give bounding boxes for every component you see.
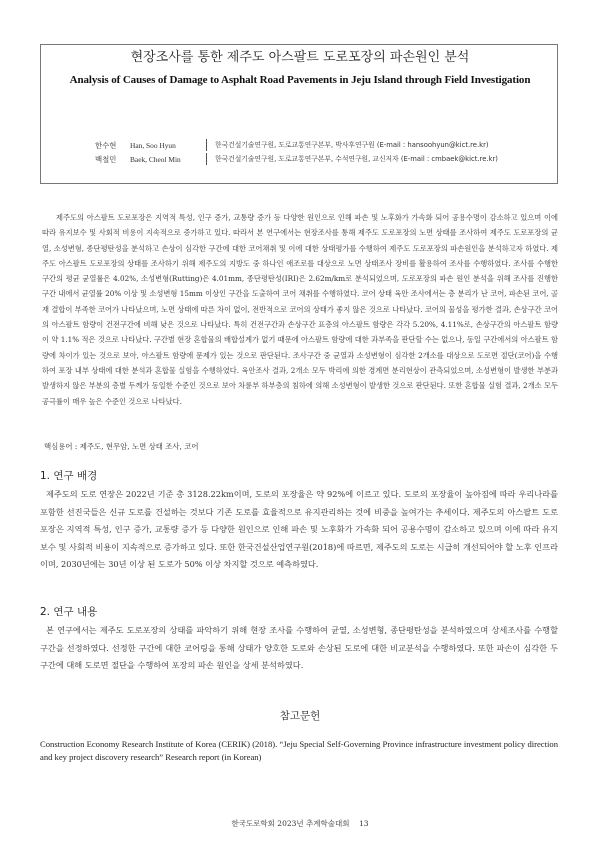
author-affiliation: 한국건설기술연구원, 도로교통연구본부, 수석연구원, 교신저자 (E-mail : cmbaek@kict.re.kr) [215,154,498,163]
author-name-english: Han, Soo Hyun [130,140,176,150]
section-heading-background: 1. 연구 배경 [40,470,98,482]
section-background-text [40,486,558,574]
author-divider [206,139,207,151]
abstract [42,210,558,409]
author-name-korean: 한수현 [95,140,117,150]
section-heading-content: 2. 연구 내용 [40,606,98,618]
author-name-korean: 백철민 [95,154,117,164]
author-list [95,138,498,166]
paper-title-korean: 현장조사를 통한 제주도 아스팔트 도로포장의 파손원인 분석 [130,50,470,65]
references-heading: 참고문헌 [279,710,321,722]
reference-entry: Construction Economy Research Institute of Korea (CERIK) (2018). “Jeju Special Self-Governing Province infrastructure investment policy direction and key project discovery research” Research report (in Korean) [40,739,558,762]
paragraph: 제주도의 도로 연장은 2022년 기준 총 3128.22km이며, 도로의 포장율은 약 92%에 이르고 있다. 도로의 포장율이 높아짐에 따라 우리나라를 포함한 선진국들은 신규 도로를 건설하는 것보다 기존 도로를 효율적으로 유지관리하는 것에 비중을 높여가는 추세이다. 제주도의 아스팔트 도로포장은 지역적 특성, 인구 증가, 교통량 증가 등 다양한 원인으로 인해 파손 및 노후화가 가속화 되어 공용수명이 감소하고 있으며 이에 따라 유지보수 및 사회적 비용이 지속적으로 증가하고 있다. 또한 한국건설산업연구원(2018)에 따르면, 제주도의 도로는 시급히 개선되어야 할 노후 인프라이며, 2030년에는 30년 이상 된 도로가 50% 이상 차지할 것으로 예측하였다. [40,489,558,569]
paper-title-english: Analysis of Causes of Damage to Asphalt Road Pavements in Jeju Island through Field Investigation [69,74,531,86]
section-content-text [40,622,558,675]
abstract-text: 제주도의 아스팔트 도로포장은 지역적 특성, 인구 증가, 교통량 증가 등 다양한 원인으로 인해 파손 및 노후화가 가속화 되어 공용수명이 감소하고 있으며 이에 따라 유지보수 및 사회적 비용이 지속적으로 증가하고 있다. 따라서 본 연구에서는 현장조사를 통해 제주도 도로포장의 노면 상태를 조사하여 제주도 도로포장의 균열, 소성변형, 종단평탄성을 분석하고 손상이 심각한 구간에 대한 코어채취 및 이에 대한 상태평가를 수행하여 제주도 도로포장의 파손원인을 분석하고자 하였다. 제주도 아스팔트 도로포장의 상태를 조사하기 위해 제주도의 지방도 중 하나인 애조로를 대상으로 노면 상태조사 장비를 활용하여 조사를 수행하였다. 조사를 수행한 구간의 평균 균열률은 4.02%, 소성변형(Rutting)은 4.01mm, 종단평탄성(IRI)은 2.62m/km로 분석되었으며, 도로포장의 파손 원인 분석을 위해 조사를 진행한 구간 내에서 균열률 20% 이상 및 소성변형 15mm 이상인 구간을 도출하여 코어 채취를 수행하였다. 코어 상태 육안 조사에서는 층 분리가 난 코어, 파손된 코어, 골재 결합이 부족한 코어가 나타났으며, 노면 상태에 따른 차이 없이, 전반적으로 코어의 상태가 좋지 않은 것으로 나타났다. 코어의 물성을 평가한 결과, 손상구간 코어의 아스팔트 함량이 건전구간에 비해 낮은 것으로 나타났다. 특히 건전구간과 손상구간 표층의 아스팔트 함량은 각각 5.20%, 4.11%로, 손상구간의 아스팔트 함량이 약 1.1% 적은 것으로 나타났다. 구간별 현장 혼합물의 배합설계가 없기 때문에 아스팔트 함량에 대한 과부족을 판단할 수는 없으나, 동일 구간에서의 아스팔트 함량에 차이가 있는 것으로 보아, 아스팔트 함량에 문제가 있는 것으로 판단된다. 조사구간 중 균열과 소성변형이 심각한 2개소를 대상으로 도로면 절단(코어)을 수행하여 포장 내부 상태에 대한 분석과 혼합물 실험을 수행하였다. 육안조사 결과, 2개소 모두 박리에 의한 경계면 분리현상이 관측되었으며, 소성변형이 발생한 부분과 발생하지 않은 부분의 층별 두께가 동일한 수준인 것으로 보아 차륜부 하부층의 침하에 의해 소성변형이 발생한 것으로 판단된다. 또한 혼합물 실험 결과, 2개소 모두 공극률이 매우 높은 수준인 것으로 나타났다. [42,213,558,406]
paragraph: 본 연구에서는 제주도 도로포장의 상태를 파악하기 위해 현장 조사를 수행하여 균열, 소성변형, 종단평탄성을 분석하였으며 상세조사를 수행할 구간을 선정하였다. 선정한 구간에 대한 코어링을 통해 상태가 양호한 도로와 손상된 도로에 대한 비교분석을 수행하였다. 또한 파손이 심각한 두 구간에 대해 도로면 절단을 수행하여 포장의 파손 원인을 상세 분석하였다. [40,625,558,670]
author-affiliation: 한국건설기술연구원, 도로교통연구본부, 박사후연구원 (E-mail : hansoohyun@kict.re.kr) [215,140,489,149]
author-row [95,152,498,166]
author-divider [206,153,207,165]
author-name-english: Baek, Cheol Min [130,154,181,164]
page-footer: 한국도로학회 2023년 추계학술대회 13 [231,819,369,828]
keywords: 핵심용어 : 제주도, 현무암, 노면 상태 조사, 코어 [44,442,199,451]
author-row [95,138,498,152]
